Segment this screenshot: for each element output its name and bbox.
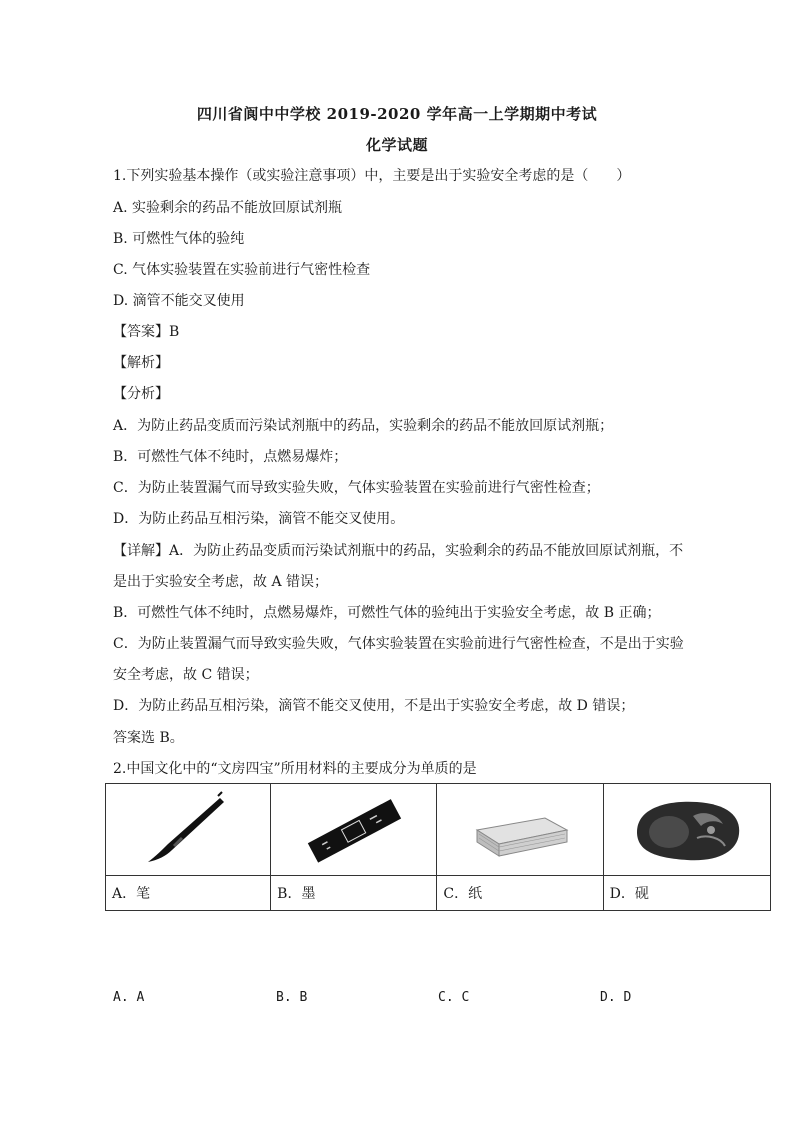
q1-detail-line: 答案选 B。 (113, 730, 184, 746)
document-subtitle: 化学试题 (365, 136, 428, 154)
q1-analysis-b: B．可燃性气体不纯时，点燃易爆炸； (113, 449, 348, 465)
document-title: 四川省阆中中学校 2019-2020 学年高一上学期期中考试 (196, 105, 598, 123)
q2-options-table (105, 783, 771, 911)
paper-stack-image (465, 790, 575, 870)
q1-detail-line: C．为防止装置漏气而导致实验失败，气体实验装置在实验前进行气密性检查，不是出于实验 (113, 636, 684, 652)
q1-option-c: C. 气体实验装置在实验前进行气密性检查 (113, 262, 371, 278)
q1-jiexi-heading: 【解析】 (113, 355, 169, 371)
q2-stem: 2.中国文化中的“文房四宝”所用材料的主要成分为单质的是 (113, 761, 477, 777)
paper-stack-image-cell (437, 784, 603, 876)
q1-answer: 【答案】B (113, 324, 180, 340)
q2-choice-c: C. C (438, 990, 470, 1005)
q1-stem: 1.下列实验基本操作（或实验注意事项）中，主要是出于实验安全考虑的是（ ） (113, 168, 631, 184)
q2-choice-b: B. B (276, 990, 308, 1005)
q1-option-d: D. 滴管不能交叉使用 (113, 293, 245, 309)
q1-option-b: B. 可燃性气体的验纯 (113, 231, 245, 247)
q1-detail-line: D．为防止药品互相污染，滴管不能交叉使用，不是出于实验安全考虑，故 D 错误； (113, 698, 635, 714)
q1-fenxi-heading: 【分析】 (113, 386, 169, 402)
table-label-a: A．笔 (106, 876, 271, 911)
q1-option-a: A. 实验剩余的药品不能放回原试剂瓶 (113, 200, 343, 216)
q1-detail-line: 安全考虑，故 C 错误； (113, 667, 259, 683)
ink-stick-image-cell (271, 784, 437, 876)
q2-choice-d: D. D (600, 990, 632, 1005)
inkstone-image (627, 790, 747, 870)
q1-analysis-c: C．为防止装置漏气而导致实验失败，气体实验装置在实验前进行气密性检查； (113, 480, 600, 496)
table-label-b: B．墨 (271, 876, 437, 911)
q1-analysis-a: A．为防止药品变质而污染试剂瓶中的药品，实验剩余的药品不能放回原试剂瓶； (113, 418, 614, 434)
q1-detail-line: 【详解】A．为防止药品变质而污染试剂瓶中的药品，实验剩余的药品不能放回原试剂瓶，不 (113, 543, 684, 559)
q1-detail-line: B．可燃性气体不纯时，点燃易爆炸，可燃性气体的验纯出于实验安全考虑，故 B 正确； (113, 605, 661, 621)
brush-image-cell (106, 784, 271, 876)
q1-analysis-d: D．为防止药品互相污染，滴管不能交叉使用。 (113, 511, 405, 527)
brush-image (138, 790, 238, 870)
table-label-d: D．砚 (603, 876, 770, 911)
inkstone-image-cell (603, 784, 770, 876)
ink-stick-image (299, 790, 409, 870)
q1-detail-line: 是出于实验安全考虑，故 A 错误； (113, 574, 329, 590)
table-label-c: C．纸 (437, 876, 603, 911)
q2-choice-a: A. A (113, 990, 145, 1005)
